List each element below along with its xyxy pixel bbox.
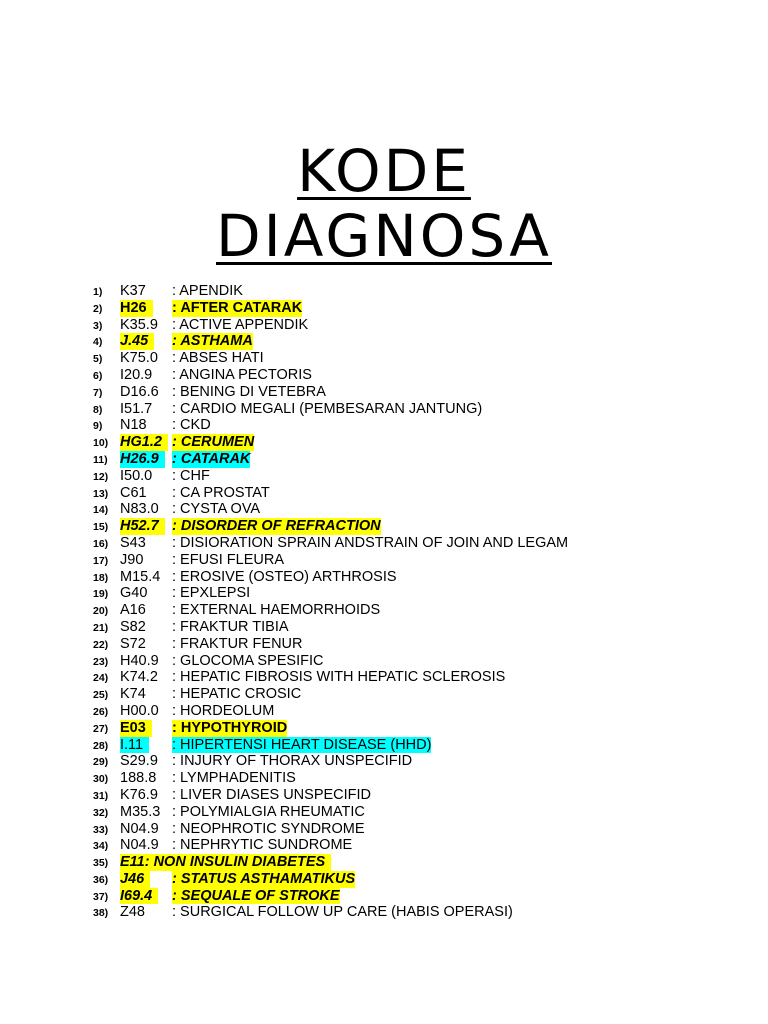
diagnosis-code: M15.4 — [120, 568, 161, 585]
item-number: 16) — [93, 537, 109, 550]
list-item — [0, 451, 768, 468]
diagnosis-code: I69.4 — [120, 888, 158, 905]
list-item — [0, 669, 768, 686]
list-item — [0, 434, 768, 451]
list-item — [0, 737, 768, 754]
diagnosis-code: 188.8 — [120, 770, 157, 787]
diagnosis-description: : HORDEOLUM — [172, 702, 275, 719]
diagnosis-description: : ASTHAMA — [172, 333, 253, 350]
diagnosis-code: C61 — [120, 484, 147, 501]
item-number: 6) — [93, 369, 103, 382]
list-item — [0, 367, 768, 384]
diagnosis-code: N83.0 — [120, 501, 159, 518]
list-item — [0, 585, 768, 602]
diagnosis-code: S72 — [120, 635, 146, 652]
list-item — [0, 401, 768, 418]
diagnosis-description: : LYMPHADENITIS — [172, 770, 296, 787]
diagnosis-description: : BENING DI VETEBRA — [172, 383, 326, 400]
list-item — [0, 871, 768, 888]
item-number: 32) — [93, 806, 109, 819]
title-text: KODE — [297, 137, 471, 205]
diagnosis-description: : SURGICAL FOLLOW UP CARE (HABIS OPERASI) — [172, 904, 513, 921]
list-item — [0, 636, 768, 653]
diagnosis-description: : NEOPHROTIC SYNDROME — [172, 820, 365, 837]
item-number: 3) — [93, 319, 103, 332]
item-number: 34) — [93, 840, 109, 853]
list-item — [0, 317, 768, 334]
diagnosis-description: : HEPATIC CROSIC — [172, 686, 302, 703]
diagnosis-description: : HIPERTENSI HEART DISEASE (HHD) — [172, 736, 432, 753]
diagnosis-description: : EPXLEPSI — [172, 585, 251, 602]
list-item — [0, 804, 768, 821]
list-item — [0, 821, 768, 838]
item-number: 8) — [93, 403, 103, 416]
item-number: 22) — [93, 638, 109, 651]
list-item — [0, 602, 768, 619]
diagnosis-code: H40.9 — [120, 652, 159, 669]
diagnosis-description: : INJURY OF THORAX UNSPECIFID — [172, 753, 413, 770]
diagnosis-code: I51.7 — [120, 400, 153, 417]
item-number: 36) — [93, 873, 109, 886]
list-item — [0, 485, 768, 502]
item-number: 28) — [93, 739, 109, 752]
list-item — [0, 300, 768, 317]
item-number: 14) — [93, 504, 109, 517]
diagnosis-description: : ABSES HATI — [172, 350, 264, 367]
list-item — [0, 384, 768, 401]
diagnosis-code: I.11 — [120, 737, 149, 754]
diagnosis-code: Z48 — [120, 904, 145, 921]
diagnosis-code: J.45 — [120, 333, 154, 350]
diagnosis-description: : FRAKTUR FENUR — [172, 635, 303, 652]
diagnosis-description: : CA PROSTAT — [172, 484, 270, 501]
item-number: 33) — [93, 823, 109, 836]
list-item — [0, 569, 768, 586]
item-number: 10) — [93, 437, 109, 450]
item-number: 26) — [93, 705, 109, 718]
list-item — [0, 535, 768, 552]
list-item — [0, 888, 768, 905]
diagnosis-description: : STATUS ASTHAMATIKUS — [172, 870, 356, 887]
list-item — [0, 787, 768, 804]
list-item — [0, 417, 768, 434]
diagnosis-code: H00.0 — [120, 702, 159, 719]
list-item — [0, 703, 768, 720]
list-item — [0, 770, 768, 787]
diagnosis-list — [0, 283, 768, 921]
diagnosis-description: : CKD — [172, 417, 211, 434]
item-number: 24) — [93, 672, 109, 685]
list-item — [0, 653, 768, 670]
diagnosis-description: : EROSIVE (OSTEO) ARTHROSIS — [172, 568, 397, 585]
item-number: 13) — [93, 487, 109, 500]
diagnosis-code: HG1.2 — [120, 434, 168, 451]
diagnosis-description: : EXTERNAL HAEMORRHOIDS — [172, 602, 381, 619]
list-item — [0, 468, 768, 485]
diagnosis-code: K75.0 — [120, 350, 158, 367]
item-number: 23) — [93, 655, 109, 668]
list-item — [0, 753, 768, 770]
diagnosis-code: A16 — [120, 602, 146, 619]
diagnosis-description: : NEPHRYTIC SUNDROME — [172, 837, 353, 854]
diagnosis-code: N18 — [120, 417, 147, 434]
diagnosis-code: D16.6 — [120, 383, 159, 400]
item-number: 5) — [93, 353, 103, 366]
diagnosis-code: I20.9 — [120, 366, 153, 383]
list-item — [0, 333, 768, 350]
diagnosis-code: S29.9 — [120, 753, 158, 770]
list-item — [0, 501, 768, 518]
diagnosis-description: : HYPOTHYROID — [172, 719, 288, 736]
diagnosis-code: K74.2 — [120, 669, 158, 686]
diagnosis-description: : HEPATIC FIBROSIS WITH HEPATIC SCLEROSIS — [172, 669, 506, 686]
item-number: 7) — [93, 386, 103, 399]
diagnosis-code: H26.9 — [120, 451, 165, 468]
diagnosis-description: : CHF — [172, 467, 210, 484]
diagnosis-code: E03 — [120, 720, 152, 737]
item-number: 19) — [93, 588, 109, 601]
item-number: 30) — [93, 773, 109, 786]
list-item — [0, 619, 768, 636]
list-item — [0, 518, 768, 535]
item-number: 21) — [93, 621, 109, 634]
list-item — [0, 854, 768, 871]
item-number: 15) — [93, 521, 109, 534]
item-number: 20) — [93, 605, 109, 618]
diagnosis-code: N04.9 — [120, 820, 159, 837]
diagnosis-description: : ANGINA PECTORIS — [172, 366, 312, 383]
diagnosis-description: : APENDIK — [172, 283, 243, 299]
diagnosis-code: K76.9 — [120, 786, 158, 803]
diagnosis-description: : POLYMIALGIA RHEUMATIC — [172, 803, 365, 820]
item-number: 4) — [93, 336, 103, 349]
diagnosis-description: : CERUMEN — [172, 434, 255, 451]
diagnosis-description: : CARDIO MEGALI (PEMBESARAN JANTUNG) — [172, 400, 483, 417]
diagnosis-description: : SEQUALE OF STROKE — [172, 887, 340, 904]
diagnosis-code: K37 — [120, 283, 146, 299]
diagnosis-description: : FRAKTUR TIBIA — [172, 618, 289, 635]
item-number: 37) — [93, 890, 109, 903]
item-number: 38) — [93, 907, 109, 920]
item-number: 27) — [93, 722, 109, 735]
list-item — [0, 552, 768, 569]
diagnosis-code: K35.9 — [120, 316, 158, 333]
diagnosis-code: S43 — [120, 534, 146, 551]
diagnosis-description: : AFTER CATARAK — [172, 299, 303, 316]
diagnosis-description: : LIVER DIASES UNSPECIFID — [172, 786, 372, 803]
item-number: 18) — [93, 571, 109, 584]
diagnosis-code: H26 — [120, 300, 153, 317]
diagnosis-description: : DISORDER OF REFRACTION — [172, 518, 381, 535]
item-number: 35) — [93, 857, 109, 870]
diagnosis-description: : DISIORATION SPRAIN ANDSTRAIN OF JOIN AND LEGAM — [172, 534, 569, 551]
diagnosis-code: S82 — [120, 618, 146, 635]
diagnosis-description: : GLOCOMA SPESIFIC — [172, 652, 324, 669]
item-number: 31) — [93, 789, 109, 802]
diagnosis-code: J90 — [120, 551, 144, 568]
item-number: 9) — [93, 420, 103, 433]
diagnosis-code: H52.7 — [120, 518, 165, 535]
diagnosis-code: I50.0 — [120, 467, 153, 484]
item-number: 29) — [93, 756, 109, 769]
item-number: 2) — [93, 302, 103, 315]
diagnosis-code: E11: NON INSULIN DIABETES — [120, 854, 331, 871]
list-item — [0, 837, 768, 854]
list-item — [0, 904, 768, 921]
diagnosis-code: J46 — [120, 871, 150, 888]
item-number: 1) — [93, 286, 103, 298]
item-number: 11) — [93, 453, 108, 466]
page-title-line2 — [0, 202, 768, 270]
diagnosis-code: K74 — [120, 686, 146, 703]
diagnosis-description: : EFUSI FLEURA — [172, 551, 284, 568]
page-title-line1 — [0, 137, 768, 205]
list-item — [0, 686, 768, 703]
item-number: 17) — [93, 554, 109, 567]
list-item — [0, 350, 768, 367]
item-number: 25) — [93, 689, 109, 702]
diagnosis-description: : CATARAK — [172, 450, 251, 467]
list-item — [0, 720, 768, 737]
diagnosis-code: G40 — [120, 585, 148, 602]
title-text: DIAGNOSA — [216, 202, 552, 270]
diagnosis-code: N04.9 — [120, 837, 159, 854]
list-item — [0, 283, 768, 300]
diagnosis-code: M35.3 — [120, 803, 161, 820]
diagnosis-description: : ACTIVE APPENDIK — [172, 316, 309, 333]
item-number: 12) — [93, 470, 109, 483]
diagnosis-description: : CYSTA OVA — [172, 501, 261, 518]
